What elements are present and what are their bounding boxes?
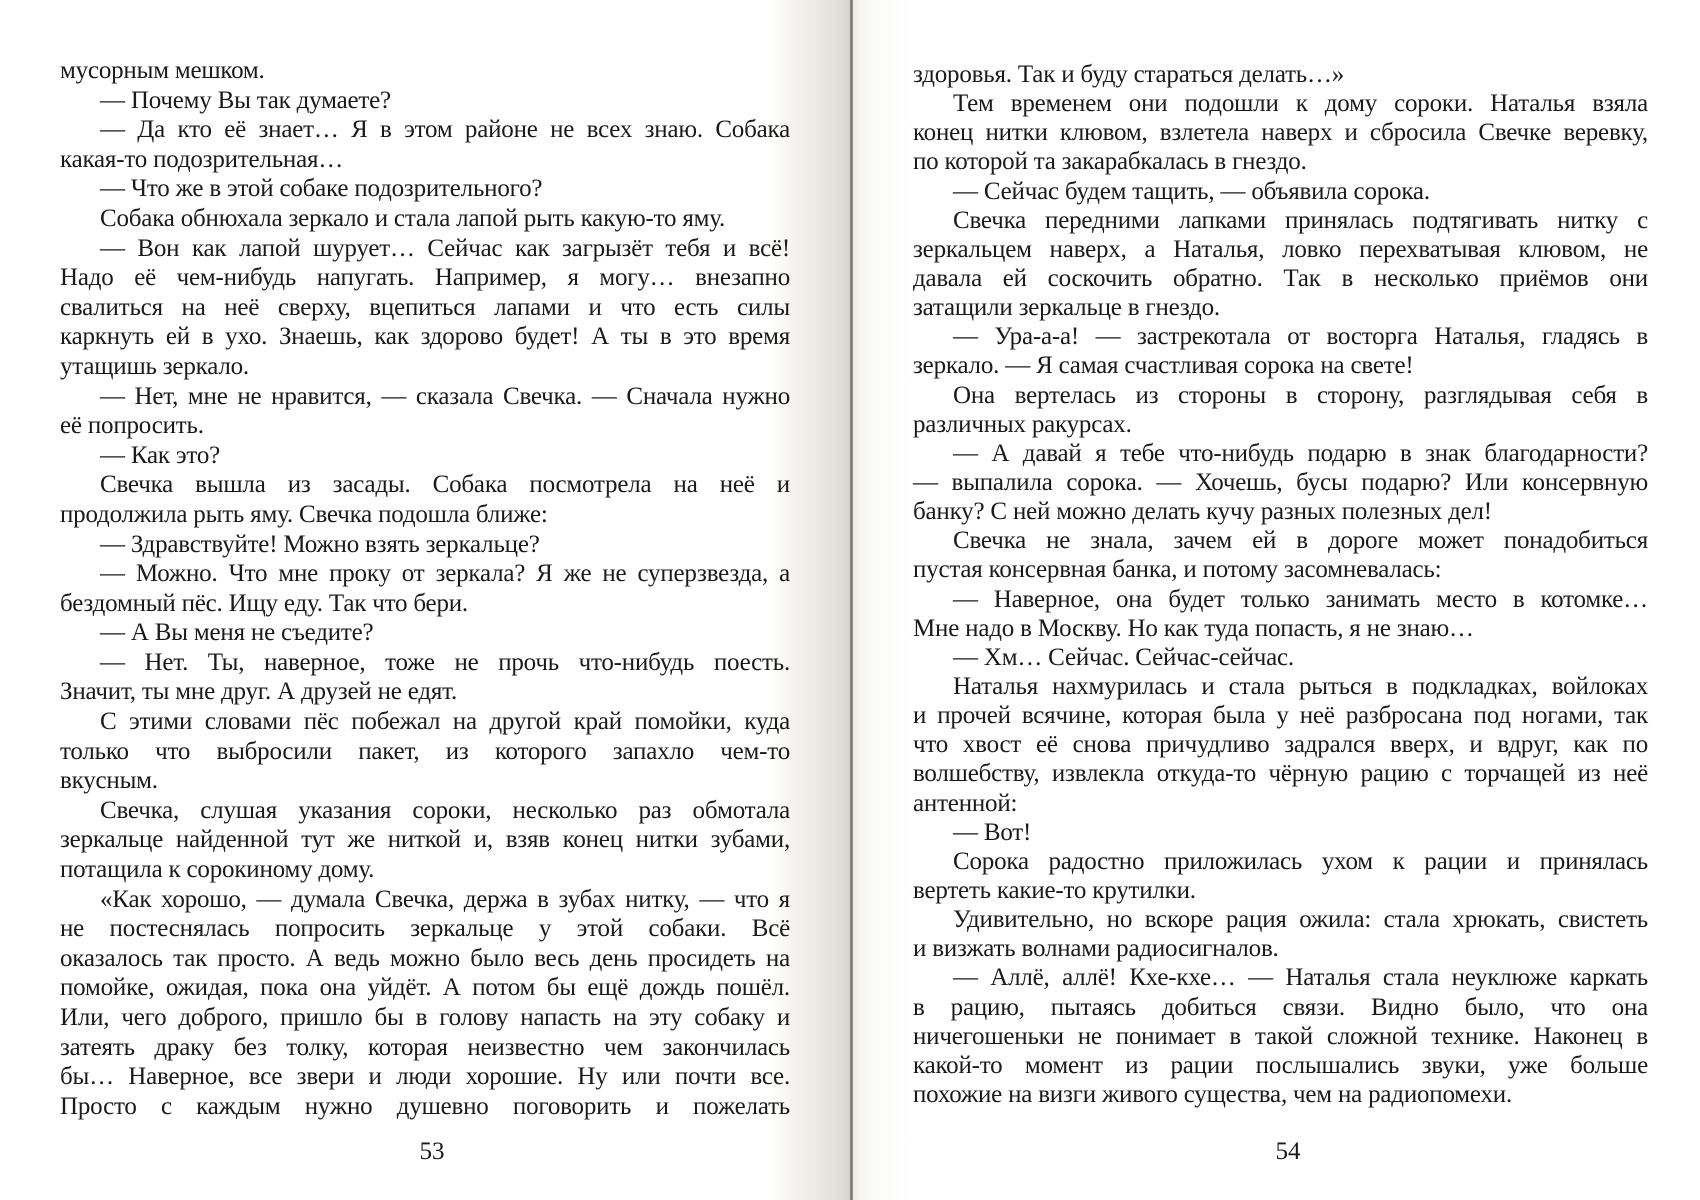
text-line: Удивительно, но вскоре рация ожила: стала хрюкать, свистеть (953, 906, 1648, 934)
text-line: Надо её чем-нибудь напугать. Например, я могу… внезапно (60, 264, 790, 292)
text-line: — А давай я тебе что-нибудь подарю в знак благодарности? (953, 439, 1648, 467)
text-line: Она вертелась из стороны в сторону, разглядывая себя в (953, 381, 1648, 409)
text-line: — выпалила сорока. — Хочешь, бусы подарю? Или консервную (913, 468, 1648, 496)
text-line: Свечка вышла из засады. Собака посмотрела на неё и (100, 471, 790, 499)
text-line: похожие на визги живого существа, чем на радиопомехи. (913, 1080, 1513, 1108)
text-line: — Нет, мне не нравится, — сказала Свечка. — Сначала нужно (100, 382, 790, 410)
text-line: — Сейчас будем тащить, — объявила сорока. (953, 177, 1430, 205)
text-line: Свечка не знала, зачем ей в дороге может понадобиться (953, 527, 1648, 555)
text-line: Наталья нахмурилась и стала рыться в подкладках, войлоках (953, 672, 1648, 700)
text-line: Сорока радостно приложилась ухом к рации и принялась (953, 847, 1648, 875)
text-line: — Можно. Что мне проку от зеркала? Я же не суперзвезда, а (100, 560, 790, 588)
text-line: — Здравствуйте! Можно взять зеркальце? (100, 530, 540, 558)
text-line: только что выбросили пакет, из которого запахло чем-то (60, 737, 790, 765)
text-line: — Наверное, она будет только занимать место в котомке… (953, 585, 1648, 613)
text-line: — Хм… Сейчас. Сейчас-сейчас. (953, 643, 1294, 671)
text-line: Мне надо в Москву. Но как туда попасть, я не знаю… (913, 614, 1474, 642)
book-gutter (850, 0, 853, 1200)
text-line: различных ракурсах. (913, 410, 1132, 438)
text-line: зеркало. — Я самая счастливая сорока на свете! (913, 352, 1414, 380)
text-line: конец нитки клювом, взлетела наверх и сбросила Свечке веревку, (913, 119, 1648, 147)
text-line: С этими словами пёс побежал на другой край помойки, куда (100, 708, 790, 736)
text-line: затащили зеркальце в гнездо. (913, 294, 1220, 322)
text-line: — Вон как лапой шурует… Сейчас как загрызёт тебя и всё! (100, 234, 790, 262)
text-line: и визжать волнами радиосигналов. (913, 935, 1279, 963)
text-line: антенной: (913, 789, 1018, 817)
left-page-text (60, 56, 790, 1121)
text-line: здоровья. Так и буду стараться делать…» (913, 61, 1345, 88)
text-line: Или, чего доброго, пришло бы в голову напасть на эту собаку и (60, 1004, 790, 1031)
page-number-left: 53 (419, 1138, 445, 1165)
text-line: — А Вы меня не съедите? (100, 619, 374, 647)
text-line: бездомный пёс. Ищу еду. Так что бери. (60, 589, 468, 617)
text-line: по которой та закарабкалась в гнездо. (913, 148, 1307, 176)
text-line: затеять драку без толку, которая неизвестно чем закончилась (60, 1033, 790, 1061)
text-line: волшебству, извлекла откуда-то чёрную рацию с торчащей из неё (913, 760, 1648, 788)
text-line: вкусным. (60, 767, 158, 795)
text-line: бы… Наверное, все звери и люди хорошие. Ну или почти все. (60, 1063, 790, 1091)
text-line: каркнуть ей в ухо. Знаешь, как здорово будет! А ты в это время (60, 323, 790, 351)
text-line: что хвост её снова причудливо задрался вверх, и вдруг, как по (913, 731, 1648, 759)
text-line: какой-то момент из рации послышались звуки, уже больше (913, 1051, 1648, 1079)
text-line: — Нет. Ты, наверное, тоже не прочь что-нибудь поесть. (100, 648, 790, 676)
text-line: её попросить. (60, 412, 204, 440)
text-line: свалиться на неё сверху, вцепиться лапами и что есть силы (60, 293, 790, 321)
text-line: утащишь зеркало. (60, 352, 249, 380)
text-line: помойке, ожидая, пока она уйдёт. А потом бы ещё дождь пошёл. (60, 974, 790, 1002)
text-line: Свечка передними лапками принялась подтягивать нитку с (953, 206, 1648, 234)
text-line: Собака обнюхала зеркало и стала лапой рыть какую-то яму. (100, 204, 726, 232)
text-line: Свечка, слушая указания сороки, несколько раз обмотала (100, 796, 790, 824)
text-line: Тем временем они подошли к дому сороки. Наталья взяла (953, 90, 1648, 118)
text-line: вертеть какие-то крутилки. (913, 876, 1196, 904)
text-line: оказалось так просто. А ведь можно было весь день просидеть на (60, 944, 790, 972)
text-line: — Почему Вы так думаете? (100, 86, 391, 114)
text-line: зеркальце найденной тут же ниткой и, взяв конец нитки зубами, (60, 826, 790, 854)
text-line: зеркальцем наверх, а Наталья, ловко перехватывая клювом, не (913, 235, 1648, 263)
text-line: не постеснялась попросить зеркальце у этой собаки. Всё (60, 915, 790, 943)
text-line: — Как это? (100, 441, 221, 469)
right-page-text (913, 60, 1648, 1109)
text-line: — Вот! (953, 818, 1032, 846)
text-line: ничегошеньки не понимает в такой сложной технике. Наконец в (913, 1022, 1648, 1050)
text-line: Просто с каждым нужно душевно поговорить и пожелать (60, 1092, 790, 1120)
text-line: какая-то подозрительная… (60, 145, 344, 173)
text-line: «Как хорошо, — думала Свечка, держа в зубах нитку, — что я (100, 885, 790, 913)
text-line: Значит, ты мне друг. А друзей не едят. (60, 678, 458, 706)
text-line: и прочей всячине, которая была у неё разбросана под ногами, так (913, 702, 1648, 730)
text-line: давала ей соскочить обратно. Так в несколько приёмов они (913, 264, 1648, 292)
page-number-right: 54 (1275, 1138, 1301, 1165)
right-page (852, 0, 1700, 1200)
text-line: — Аллё, аллё! Кхе-кхе… — Наталья стала неуклюже каркать (953, 964, 1648, 992)
text-line: — Да кто её знает… Я в этом районе не всех знаю. Собака (100, 116, 790, 144)
text-line: пустая консервная банка, и потому засомневалась: (913, 556, 1442, 584)
text-line: — Ура-а-а! — застрекотала от восторга Наталья, гладясь в (953, 323, 1648, 351)
text-line: продолжила рыть яму. Свечка подошла ближе: (60, 500, 548, 528)
text-line: банку? С ней можно делать кучу разных полезных дел! (913, 498, 1492, 526)
text-line: в рацию, пытаясь добиться связи. Видно было, что она (913, 993, 1648, 1021)
text-line: — Что же в этой собаке подозрительного? (100, 175, 543, 203)
text-line: потащила к сорокиному дому. (60, 856, 375, 884)
text-line: мусорным мешком. (60, 57, 265, 84)
